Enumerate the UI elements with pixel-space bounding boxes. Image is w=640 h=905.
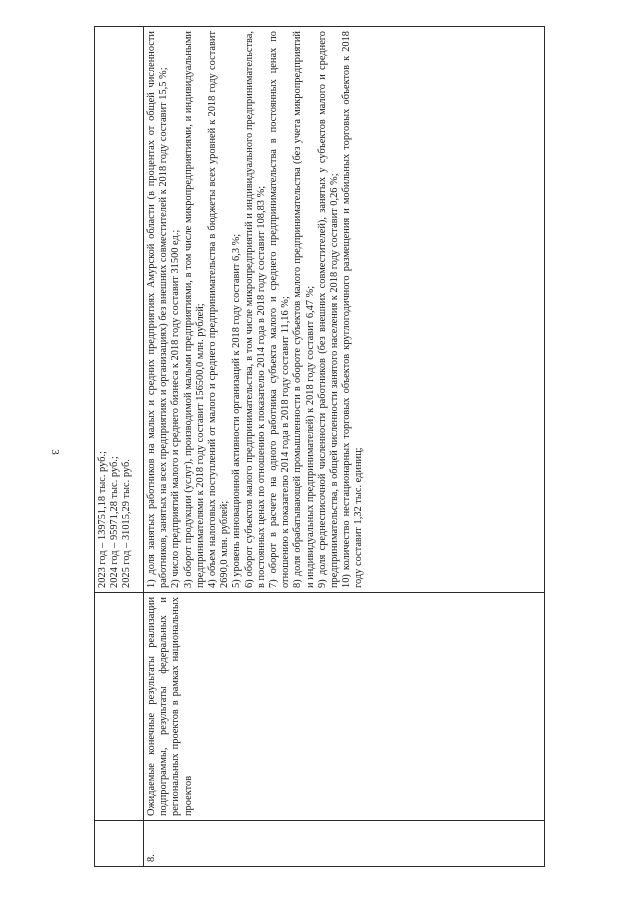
- result-item: 10) количество нестационарных торговых объектов круглогодичного размещения и мобильных торговых объектов к 2018 году составит 1,32 тыс. единиц;: [341, 31, 365, 588]
- page-number: 3: [48, 449, 61, 455]
- row-label: [144, 593, 545, 821]
- funding-years-cell: [95, 27, 144, 593]
- result-item: 9) доля среднесписочной численности работников (без внешних совместителей), занятых у субъектов малого и среднего предпринимательства, в общей численности занятого населения к 2018 году составит 0,26 %;: [316, 31, 341, 588]
- expected-results-label: Ожидаемые конечные результаты реализации подпрограммы, результаты федеральных и региональных проектов в рамках национальных проектов: [146, 597, 194, 816]
- row-label-cell: [95, 593, 144, 821]
- result-item: 3) оборот продукции (услуг), производимой малыми предприятиями, в том числе микропредприятиями, и индивидуальными предпринимателями к 2018 году составит 156500,0 млн. рублей;: [182, 31, 206, 588]
- funding-line: 2023 год – 139751,18 тыс. руб.;: [97, 451, 108, 588]
- row-number-cell: [95, 821, 144, 867]
- expected-results-list: [144, 27, 545, 593]
- row-number: 8.: [144, 821, 545, 867]
- result-item: 2) число предприятий малого и среднего бизнеса к 2018 году составит 31500 ед.;: [170, 229, 182, 588]
- result-item: 1) доля занятых работников на малых и средних предприятиях Амурской области (в процентах от общей численности работников, занятых на всех предприятиях и организациях) без внешних совместителей к 2018 году составит 15,5 %;: [146, 31, 170, 588]
- result-item: 5) уровень инновационной активности организаций к 2018 году составит 6,3 %;: [231, 233, 243, 588]
- result-item: 8) доля обрабатывающей промышленности в обороте субъектов малого предпринимательства (без учета микропредприятий и индивидуальных предпринимателей) к 2018 году составит 6,47 %;: [292, 31, 316, 588]
- rotated-document-body: [94, 27, 546, 867]
- program-passport-table: [94, 26, 545, 867]
- result-item: 6) оборот субъектов малого предпринимательства, в том числе микропредприятий и индивидуального предпринимательства, в постоянных ценах по отношению к показателю 2014 года в 2018 году составит 108,83 %;: [243, 31, 267, 588]
- funding-line: 2024 год – 95971,28 тыс. руб.;: [109, 456, 121, 588]
- table-row-funding-years: [95, 27, 144, 867]
- table-row-expected-results: [144, 27, 545, 867]
- result-item: 4) объем налоговых поступлений от малого и среднего предпринимательства в бюджеты всех уровней к 2018 году составит 2690,0 млн. рублей;: [207, 31, 231, 588]
- funding-line: 2025 год – 31015,29 тыс. руб.: [121, 459, 133, 588]
- result-item: 7) оборот в расчете на одного работника субъекта малого и среднего предпринимательства в постоянных ценах по отношению к показателю 2014 года в 2018 году составит 11,16 %;: [268, 31, 292, 588]
